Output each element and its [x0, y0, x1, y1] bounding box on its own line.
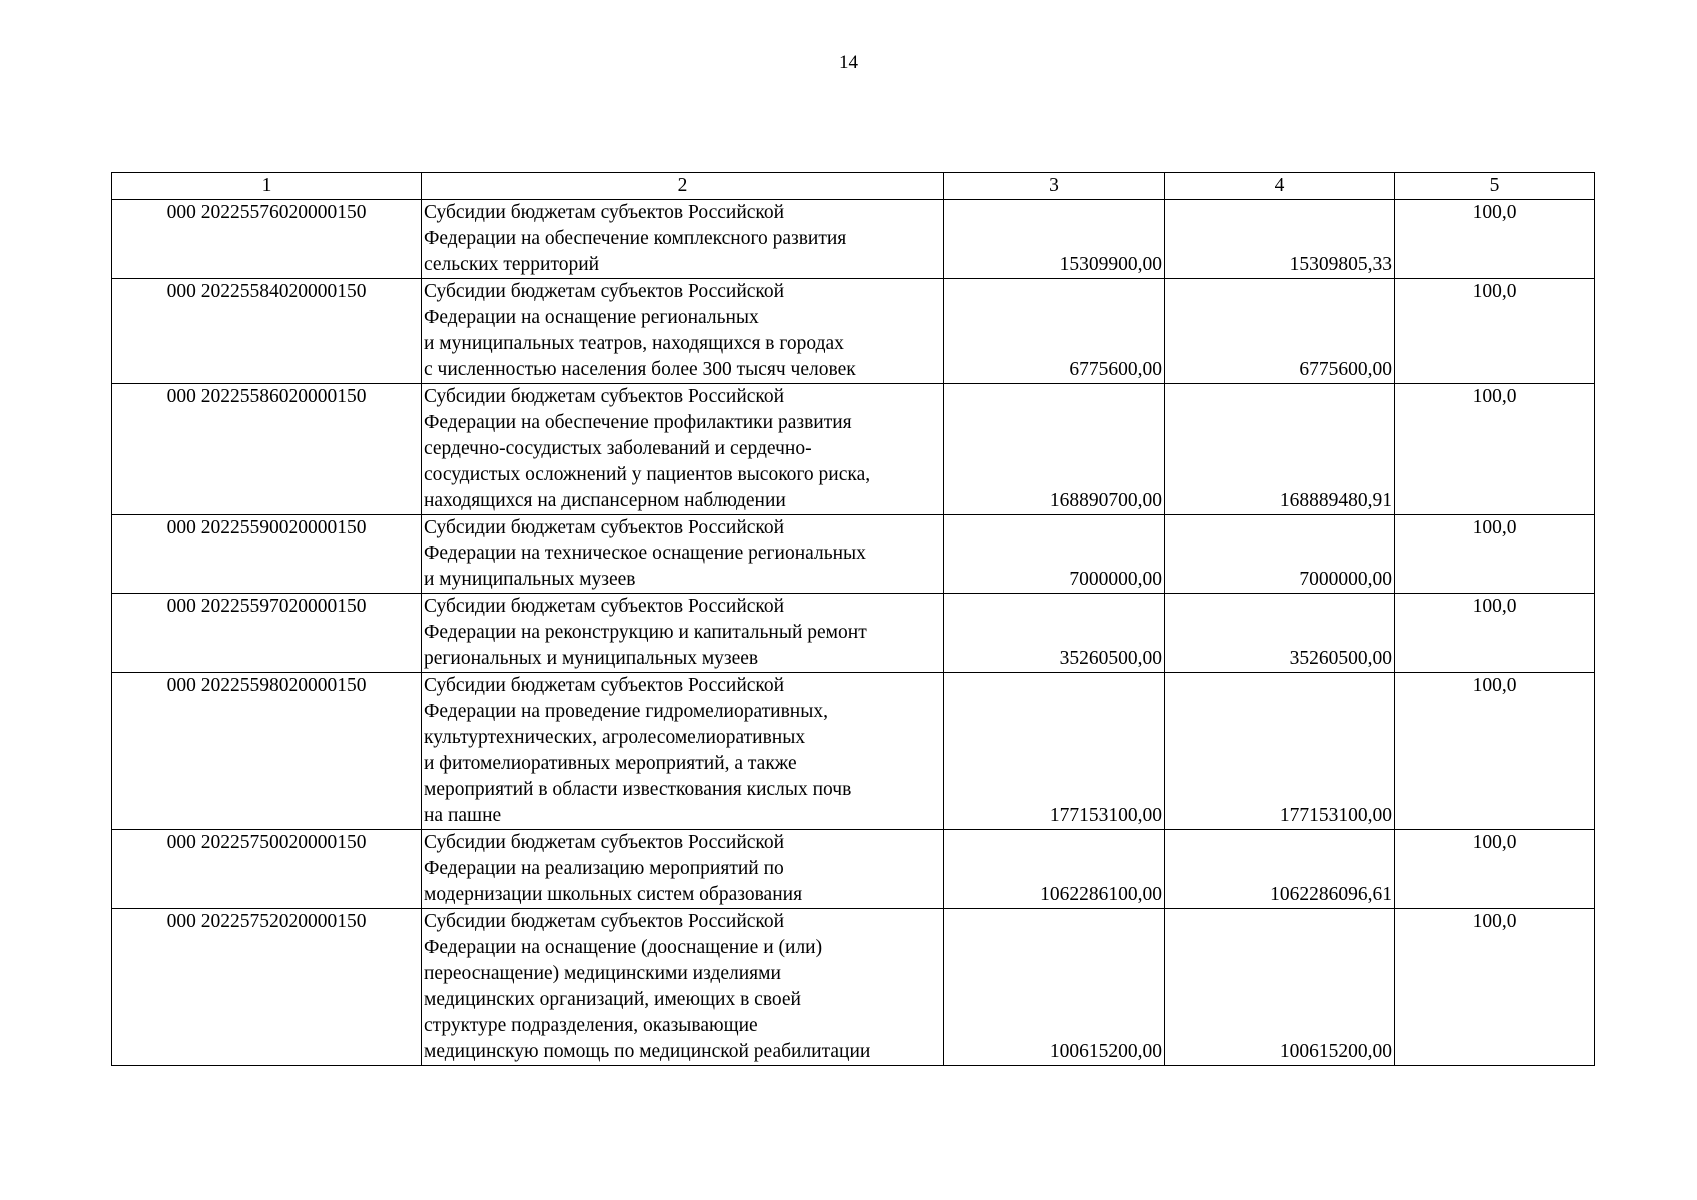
income-name-line: Субсидии бюджетам субъектов Российской	[424, 832, 785, 853]
budget-code-cell: 000 20225598020000150	[112, 673, 422, 830]
execution-percent-cell: 100,0	[1395, 830, 1595, 909]
budget-code-cell: 000 20225590020000150	[112, 515, 422, 594]
page-number: 14	[839, 52, 858, 73]
budget-code-cell: 000 20225750020000150	[112, 830, 422, 909]
budget-code-cell: 000 20225584020000150	[112, 279, 422, 384]
table-row	[112, 200, 1595, 279]
budget-table	[111, 172, 1595, 1066]
income-name-line: Федерации на техническое оснащение региональных	[424, 543, 866, 564]
execution-percent-cell: 100,0	[1395, 200, 1595, 279]
table-row	[112, 384, 1595, 515]
income-name-line: медицинских организаций, имеющих в своей	[424, 989, 801, 1010]
income-name-line: Федерации на реализацию мероприятий по	[424, 858, 784, 879]
income-name-cell	[422, 515, 944, 594]
executed-amount-cell: 35260500,00	[1165, 594, 1395, 673]
budget-code-cell: 000 20225586020000150	[112, 384, 422, 515]
income-name-line: структуре подразделения, оказывающие	[424, 1015, 758, 1036]
income-name-line: Федерации на проведение гидромелиоративных,	[424, 701, 828, 722]
execution-percent-cell: 100,0	[1395, 594, 1595, 673]
table-row	[112, 830, 1595, 909]
planned-amount-cell: 7000000,00	[944, 515, 1165, 594]
table-row	[112, 909, 1595, 1066]
table-row	[112, 515, 1595, 594]
income-name-line: модернизации школьных систем образования	[424, 884, 803, 905]
income-name-line: Субсидии бюджетам субъектов Российской	[424, 596, 785, 617]
income-name-cell	[422, 279, 944, 384]
income-name-line: региональных и муниципальных музеев	[424, 648, 759, 669]
planned-amount-cell: 15309900,00	[944, 200, 1165, 279]
income-name-line: сельских территорий	[424, 254, 600, 275]
income-name-line: медицинскую помощь по медицинской реабилитации	[424, 1041, 871, 1062]
income-name-line: с численностью населения более 300 тысяч человек	[424, 359, 856, 380]
income-name-line: Субсидии бюджетам субъектов Российской	[424, 202, 785, 223]
planned-amount-cell: 100615200,00	[944, 909, 1165, 1066]
table-row	[112, 673, 1595, 830]
income-name-line: переоснащение) медицинскими изделиями	[424, 963, 781, 984]
column-header-4: 4	[1165, 173, 1395, 200]
income-name-line: Федерации на обеспечение профилактики развития	[424, 412, 852, 433]
income-name-cell	[422, 384, 944, 515]
table-row	[112, 279, 1595, 384]
planned-amount-cell: 1062286100,00	[944, 830, 1165, 909]
table-body	[112, 200, 1595, 1066]
income-name-line: сосудистых осложнений у пациентов высокого риска,	[424, 464, 871, 485]
executed-amount-cell: 177153100,00	[1165, 673, 1395, 830]
income-name-line: и фитомелиоративных мероприятий, а также	[424, 753, 797, 774]
executed-amount-cell: 1062286096,61	[1165, 830, 1395, 909]
table-row	[112, 594, 1595, 673]
income-name-line: Федерации на оснащение региональных	[424, 307, 759, 328]
income-name-line: находящихся на диспансерном наблюдении	[424, 490, 786, 511]
planned-amount-cell: 168890700,00	[944, 384, 1165, 515]
executed-amount-cell: 15309805,33	[1165, 200, 1395, 279]
column-header-2: 2	[422, 173, 944, 200]
execution-percent-cell: 100,0	[1395, 515, 1595, 594]
income-name-line: и муниципальных музеев	[424, 569, 636, 590]
execution-percent-cell: 100,0	[1395, 279, 1595, 384]
planned-amount-cell: 6775600,00	[944, 279, 1165, 384]
income-name-cell	[422, 200, 944, 279]
income-name-line: Субсидии бюджетам субъектов Российской	[424, 281, 785, 302]
income-name-cell	[422, 594, 944, 673]
income-name-line: Федерации на оснащение (дооснащение и (или)	[424, 937, 823, 958]
execution-percent-cell: 100,0	[1395, 673, 1595, 830]
income-name-line: Субсидии бюджетам субъектов Российской	[424, 675, 785, 696]
income-name-line: мероприятий в области известкования кислых почв	[424, 779, 852, 800]
executed-amount-cell: 6775600,00	[1165, 279, 1395, 384]
income-name-line: и муниципальных театров, находящихся в городах	[424, 333, 844, 354]
budget-code-cell: 000 20225752020000150	[112, 909, 422, 1066]
execution-percent-cell: 100,0	[1395, 384, 1595, 515]
budget-code-cell: 000 20225597020000150	[112, 594, 422, 673]
income-name-line: Федерации на обеспечение комплексного развития	[424, 228, 847, 249]
column-header-1: 1	[112, 173, 422, 200]
executed-amount-cell: 7000000,00	[1165, 515, 1395, 594]
column-header-3: 3	[944, 173, 1165, 200]
income-name-cell	[422, 909, 944, 1066]
income-name-line: Субсидии бюджетам субъектов Российской	[424, 386, 785, 407]
income-name-line: на пашне	[424, 805, 502, 826]
income-name-line: Федерации на реконструкцию и капитальный ремонт	[424, 622, 867, 643]
income-name-cell	[422, 830, 944, 909]
planned-amount-cell: 177153100,00	[944, 673, 1165, 830]
executed-amount-cell: 100615200,00	[1165, 909, 1395, 1066]
column-header-5: 5	[1395, 173, 1595, 200]
income-name-cell	[422, 673, 944, 830]
income-name-line: Субсидии бюджетам субъектов Российской	[424, 517, 785, 538]
income-name-line: культуртехнических, агролесомелиоративных	[424, 727, 806, 748]
income-name-line: сердечно-сосудистых заболеваний и сердечно-	[424, 438, 812, 459]
executed-amount-cell: 168889480,91	[1165, 384, 1395, 515]
execution-percent-cell: 100,0	[1395, 909, 1595, 1066]
budget-code-cell: 000 20225576020000150	[112, 200, 422, 279]
table-header	[112, 173, 1595, 200]
header-row	[112, 173, 1595, 200]
planned-amount-cell: 35260500,00	[944, 594, 1165, 673]
income-name-line: Субсидии бюджетам субъектов Российской	[424, 911, 785, 932]
